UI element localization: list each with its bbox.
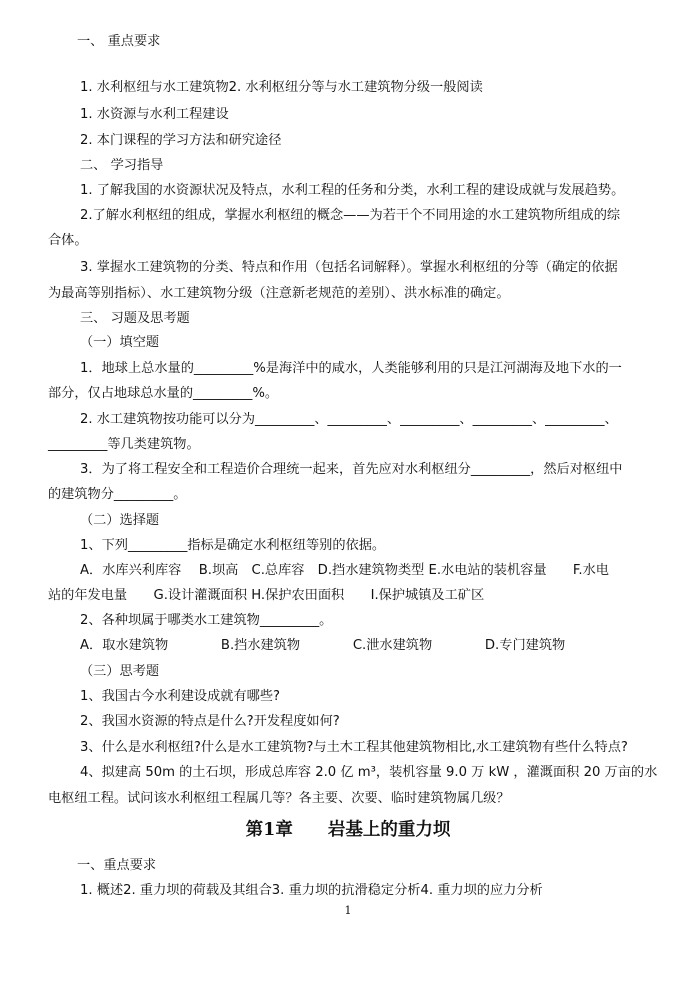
options-line: A．取水建筑物 B.挡水建筑物 C.泄水建筑物 D.专门建筑物 xyxy=(80,638,566,653)
topic-line: 1. 概述2. 重力坝的荷载及其组合3. 重力坝的抗滑稳定分析4. 重力坝的应力分析 xyxy=(80,883,543,898)
options-line: 站的年发电量 G.设计灌溉面积 H.保护农田面积 I.保护城镇及工矿区 xyxy=(48,588,485,603)
question-line: 电枢纽工程。试问该水利枢纽工程属几等？各主要、次要、临时建筑物属几级？ xyxy=(48,791,510,806)
question-line: 部分，仅占地球总水量的_________%。 xyxy=(48,386,279,401)
section-heading: 一、 重点要求 xyxy=(77,34,161,49)
section-heading: 二、 学习指导 xyxy=(80,158,164,173)
subsection-heading: （三）思考题 xyxy=(80,664,160,679)
chapter-title: 第1章 岩基上的重力坝 xyxy=(245,820,451,840)
question-line: 3、什么是水利枢纽?什么是水工建筑物?与土木工程其他建筑物相比,水工建筑物有些什么特点? xyxy=(80,740,628,755)
question-line: 3．为了将工程安全和工程造价合理统一起来，首先应对水利枢纽分_________，然后对枢纽中 xyxy=(80,462,623,477)
subsection-heading: （一）填空题 xyxy=(80,335,160,350)
paragraph-line: 为最高等别指标）、水工建筑物分级（注意新老规范的差别）、洪水标准的确定。 xyxy=(48,286,510,301)
subsection-heading: （二）选择题 xyxy=(80,513,160,528)
question-line: _________等几类建筑物。 xyxy=(48,437,200,452)
topic-line: 2. 本门课程的学习方法和研究途径 xyxy=(80,133,282,148)
topic-line: 1. 水资源与水利工程建设 xyxy=(80,107,229,122)
section-heading: 三、 习题及思考题 xyxy=(80,311,190,326)
paragraph-line: 2.了解水利枢纽的组成，掌握水利枢纽的概念——为若干个不同用途的水工建筑物所组成的综 xyxy=(80,208,621,223)
question-line: 2、我国水资源的特点是什么?开发程度如何? xyxy=(80,714,340,729)
question-line: 1、我国古今水利建设成就有哪些? xyxy=(80,689,281,704)
paragraph-line: 合体。 xyxy=(48,233,88,248)
options-line: A．水库兴利库容 B.坝高 C.总库容 D.挡水建筑物类型 E.水电站的装机容量 F.水电 xyxy=(80,563,609,578)
question-line: 1、下列_________指标是确定水利枢纽等别的依据。 xyxy=(80,538,386,553)
question-line: 2. 水工建筑物按功能可以分为_________、_________、_________、_________、_________、 xyxy=(80,412,618,427)
page-number: 1 xyxy=(344,904,352,917)
paragraph-line: 1. 了解我国的水资源状况及特点，水利工程的任务和分类，水利工程的建设成就与发展趋势。 xyxy=(80,183,625,198)
question-line: 4、拟建高 50m 的土石坝，形成总库容 2.0 亿 m³，装机容量 9.0 万 kW ，灌溉面积 20 万亩的水 xyxy=(80,765,658,780)
topic-line: 1. 水利枢纽与水工建筑物2. 水利枢纽分等与水工建筑物分级一般阅读 xyxy=(80,80,483,95)
question-line: 的建筑物分_________。 xyxy=(48,487,187,502)
question-line: 2、各种坝属于哪类水工建筑物_________。 xyxy=(80,613,333,628)
paragraph-line: 3. 掌握水工建筑物的分类、特点和作用（包括名词解释）。掌握水利枢纽的分等（确定的依据 xyxy=(80,260,618,275)
question-line: 1．地球上总水量的_________%是海洋中的咸水，人类能够利用的只是江河湖海及地下水的一 xyxy=(80,361,622,376)
section-heading: 一、重点要求 xyxy=(77,858,157,873)
